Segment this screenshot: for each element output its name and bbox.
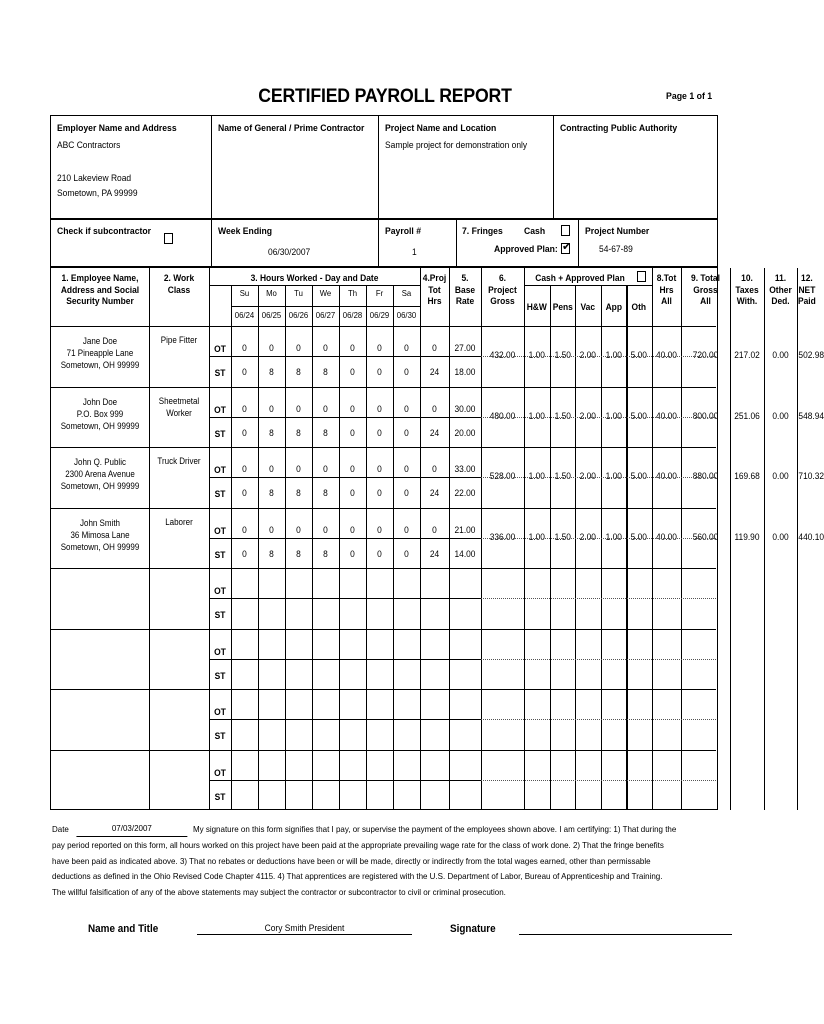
signature-line[interactable] [519, 920, 732, 935]
base-rate-cell: 27.00 [454, 343, 476, 353]
project-value: Sample project for demonstration only [385, 139, 528, 150]
hours-cell: 8 [323, 427, 328, 438]
ot-st-divider-merged [481, 417, 716, 419]
col-header-day-su: Su [239, 288, 250, 298]
ot-st-divider-merged [481, 719, 716, 721]
col-header-hours-worked: 3. Hours Worked - Day and Date [250, 272, 379, 283]
fringes-approved-plan-checkbox[interactable] [561, 240, 572, 254]
col-header-day-tu: Tu [294, 288, 303, 298]
col-header-tot-hrs-all-line: All [661, 295, 672, 306]
proj-tot-hrs-cell: 0 [432, 524, 437, 535]
row-divider [51, 568, 716, 569]
fringe-pens-cell: 1.50 [554, 531, 571, 542]
hours-cell: 0 [269, 524, 274, 535]
fringe-hw-cell: 1.00 [528, 410, 545, 421]
col-header-other-ded-line: Other [769, 283, 792, 295]
row-divider [51, 508, 716, 509]
employee-identity-line: Sometown, OH 99999 [60, 360, 140, 371]
employer-street: 210 Lakeview Road [57, 172, 132, 183]
employee-identity-line: 71 Pineapple Lane [66, 348, 134, 359]
row-divider [51, 447, 716, 448]
week-ending-label: Week Ending [218, 226, 273, 237]
row-divider [51, 387, 716, 388]
col-header-other-ded-line: Ded. [771, 295, 790, 306]
project-cell [379, 116, 553, 218]
taxes-with-cell: 217.02 [734, 350, 760, 361]
hours-cell: 8 [323, 488, 328, 499]
col-header-total-gross-all-line: 9. Total [691, 272, 720, 283]
hours-cell: 0 [377, 524, 382, 535]
date-label: Date [52, 824, 69, 834]
base-rate-cell: 20.00 [454, 427, 476, 438]
hours-cell: 8 [269, 548, 274, 559]
col-header-tot-hrs-all-line: Hrs [659, 283, 674, 295]
ot-st-divider [209, 598, 481, 599]
row-type-st: ST [214, 427, 226, 439]
hours-cell: 8 [296, 367, 301, 378]
employee-identity-line: John Doe [82, 396, 118, 407]
hours-cell: 0 [323, 343, 328, 353]
col-header-base-rate [451, 272, 480, 307]
tot-hrs-all-cell: 40.00 [656, 410, 677, 421]
hours-cell: 0 [350, 343, 355, 353]
hours-cell: 8 [269, 427, 274, 438]
fringe-app-cell: 1.00 [605, 410, 622, 421]
col-header-base-rate-line: 5. [461, 272, 469, 283]
ot-st-divider-merged [481, 356, 716, 358]
fringe-oth-cell: 5.00 [631, 531, 648, 542]
employee-identity [56, 335, 144, 372]
row-type-st: ST [214, 367, 226, 379]
tot-hrs-all-cell: 40.00 [656, 531, 677, 542]
week-ending-value: 06/30/2007 [268, 246, 311, 257]
row-type-ot: OT [214, 464, 226, 475]
base-rate-cell: 30.00 [454, 403, 476, 414]
hours-cell: 0 [350, 488, 355, 499]
col-header-work-class-line: Class [167, 283, 191, 295]
hours-cell: 8 [269, 488, 274, 499]
col-header-work-class-line: 2. Work [163, 272, 195, 283]
fringe-divider [626, 285, 627, 326]
hours-cell: 0 [377, 488, 382, 499]
hours-cell: 0 [242, 524, 247, 535]
hours-cell: 0 [404, 524, 409, 535]
col-header-employee-line: Security Number [66, 295, 134, 306]
base-rate-cell: 18.00 [454, 367, 476, 378]
hours-cell: 8 [296, 548, 301, 559]
hours-cell: 0 [242, 403, 247, 414]
fringes-label: 7. Fringes [462, 226, 503, 237]
other-ded-cell: 0.00 [772, 471, 789, 482]
hours-cell: 0 [404, 403, 409, 414]
other-ded-cell: 0.00 [772, 410, 789, 421]
row-divider [51, 689, 716, 690]
hours-cell: 0 [296, 464, 301, 474]
col-header-project-gross-line: Gross [490, 295, 515, 306]
col-header-project-gross-line: Project [488, 283, 517, 295]
col-header-other-ded-line: 11. [774, 272, 787, 283]
col-header-tot-hrs-all-line: 8.Tot [656, 272, 677, 283]
hours-cell: 0 [350, 427, 355, 438]
employee-identity [56, 456, 144, 493]
fringes-cash-label: Cash [524, 226, 546, 237]
work-class-value: Pipe Fitter [160, 335, 198, 345]
hours-cell: 0 [350, 367, 355, 378]
col-header-taxes-with-line: With. [736, 295, 758, 306]
col-header-employee-line: Address and Social [60, 283, 140, 295]
col-header-fringe-pens: Pens [552, 301, 573, 312]
check-icon: ✔ [562, 240, 572, 253]
row-type-ot: OT [214, 585, 226, 596]
ot-st-divider-merged [481, 477, 716, 479]
project-gross-cell: 528.00 [489, 471, 516, 482]
col-header-date-5: 06/29 [369, 310, 390, 320]
ot-st-divider [209, 659, 481, 660]
ot-st-divider-merged [481, 598, 716, 600]
hours-cell: 0 [242, 367, 247, 378]
hours-cell: 0 [377, 548, 382, 559]
net-paid-cell: 548.94 [798, 410, 824, 421]
name-title-label: Name and Title [88, 923, 159, 935]
proj-tot-hrs-cell: 24 [429, 427, 440, 438]
col-header-net-paid-line: 12. [801, 272, 813, 283]
fringe-hw-cell: 1.00 [528, 350, 545, 361]
employer-city-state-zip: Sometown, PA 99999 [57, 187, 138, 198]
fringe-divider [550, 285, 551, 326]
hours-cell: 0 [242, 464, 247, 474]
employee-identity-line: John Q. Public [74, 457, 126, 467]
fringe-vac-cell: 2.00 [579, 350, 597, 361]
hours-cell: 8 [269, 367, 274, 378]
row-type-ot: OT [214, 343, 226, 354]
col-header-day-we: We [319, 288, 332, 298]
ot-st-divider [209, 780, 481, 781]
signature-row [52, 920, 732, 946]
column-divider [149, 268, 150, 810]
col-header-taxes-with-line: Taxes [735, 283, 759, 295]
work-class-value: Sheetmetal Worker [158, 395, 200, 418]
proj-tot-hrs-cell: 24 [429, 367, 440, 378]
work-class-value: Laborer [165, 516, 193, 527]
hours-cell: 0 [323, 524, 328, 535]
hours-cell: 0 [269, 464, 274, 474]
col-header-employee [56, 272, 144, 307]
page-title: CERTIFIED PAYROLL REPORT [258, 86, 512, 107]
hours-cell: 0 [242, 343, 247, 353]
total-gross-all-cell: 560.00 [692, 531, 719, 542]
employee-identity [56, 396, 144, 433]
col-header-base-rate-line: Base [454, 283, 476, 295]
hours-cell: 0 [296, 403, 301, 414]
ot-st-divider [209, 719, 481, 720]
fringe-pens-cell: 1.50 [554, 471, 571, 482]
fringe-app-cell: 1.00 [605, 531, 622, 542]
col-header-fringe-handw: H&W [526, 301, 547, 312]
hours-cell: 0 [377, 464, 382, 474]
col-header-date-6: 06/30 [396, 310, 417, 320]
ot-st-divider [209, 356, 481, 357]
net-paid-cell: 440.10 [798, 531, 824, 542]
base-rate-cell: 14.00 [454, 548, 476, 559]
hours-cell: 8 [296, 488, 301, 499]
hours-cell: 0 [377, 367, 382, 378]
row-type-st: ST [214, 548, 226, 560]
col-header-day-mo: Mo [266, 288, 277, 298]
col-header-net-paid-line: Paid [797, 295, 816, 306]
col-header-day-sa: Sa [401, 288, 412, 298]
hours-cell: 8 [323, 367, 328, 378]
certification-text: My signature on this form signifies that I pay, or supervise the payment of the employees shown above. I am certifying: 1) That during the pay period reported on this form, all hours worked on this project have been paid at the appropriate prevailing wage rate for the class of work done. 2) That the fringe benefits have been paid as indicated above. 3) That no rebates or deductions have been or will be made, directly or indirectly from the total wages earned, other than permissable deductions as defined in the Ohio Revised Code Chapter 4115. 4) That apprentices are registered with the U.S. Department of Labor, Bureau of Apprenticeship and Training. The willful falsification of any of the above statements may subject the contractor or subcontractor to civil or criminal prosecution. [52, 824, 677, 897]
net-paid-cell: 710.32 [798, 471, 824, 482]
taxes-with-cell: 251.06 [734, 410, 760, 421]
project-gross-cell: 336.00 [489, 531, 516, 542]
employee-identity-line: Jane Doe [82, 336, 118, 346]
net-paid-cell: 502.98 [798, 350, 824, 361]
fringe-hw-cell: 1.00 [528, 471, 545, 482]
row-type-ot: OT [214, 524, 226, 536]
hours-cell: 0 [350, 464, 355, 474]
row-divider [51, 750, 716, 751]
row-type-ot: OT [214, 706, 226, 717]
ot-st-divider-merged [481, 780, 716, 782]
col-header-proj-tot-hrs-line: Tot [428, 283, 441, 295]
col-header-fringe-app: App [605, 301, 622, 312]
fringe-divider [601, 285, 602, 326]
fringe-app-cell: 1.00 [605, 471, 622, 482]
name-title-value: Cory Smith President [264, 922, 345, 933]
fringe-oth-cell: 5.00 [631, 410, 648, 421]
project-gross-cell: 432.00 [489, 350, 516, 361]
project-number-value: 54-67-89 [599, 243, 633, 254]
proj-tot-hrs-cell: 0 [432, 343, 437, 353]
row-type-ot: OT [214, 403, 226, 415]
hours-cell: 0 [404, 427, 409, 438]
base-rate-cell: 21.00 [454, 524, 476, 535]
ot-st-divider-merged [481, 538, 716, 540]
fringe-group-underline [524, 285, 652, 286]
employee-identity-line: Sometown, OH 99999 [60, 481, 140, 492]
row-divider [51, 629, 716, 630]
employee-identity-line: Sometown, OH 99999 [60, 420, 140, 431]
ot-st-divider [209, 477, 481, 478]
fringe-oth-cell: 5.00 [631, 471, 648, 482]
fringe-vac-cell: 2.00 [579, 531, 597, 542]
header-bottom-rule [51, 326, 716, 327]
employee-identity-line: P.O. Box 999 [76, 408, 124, 419]
prime-contractor-label: Name of General / Prime Contractor [218, 123, 365, 134]
base-rate-cell: 22.00 [454, 488, 476, 499]
payroll-number-label: Payroll # [385, 226, 421, 237]
hours-cell: 0 [296, 343, 301, 353]
col-header-work-class [152, 272, 206, 295]
certification-paragraph [52, 822, 678, 900]
fringe-app-cell: 1.00 [605, 350, 622, 361]
col-header-taxes-with [732, 272, 763, 307]
tot-hrs-all-cell: 40.00 [656, 471, 677, 482]
col-header-base-rate-line: Rate [455, 295, 475, 306]
col-header-day-fr: Fr [375, 288, 384, 298]
col-header-net-paid-line: NET [798, 283, 816, 295]
hours-cell: 0 [350, 548, 355, 559]
col-header-net-paid [798, 272, 816, 307]
date-value: 07/03/2007 [76, 821, 187, 837]
row-type-st: ST [214, 669, 226, 681]
hours-cell: 0 [404, 464, 409, 474]
prime-contractor-cell [212, 116, 378, 218]
proj-tot-hrs-cell: 24 [429, 488, 440, 499]
row-type-st: ST [214, 730, 226, 742]
hours-cell: 0 [269, 403, 274, 414]
total-gross-all-cell: 800.00 [692, 410, 719, 421]
col-header-employee-line: 1. Employee Name, [61, 272, 139, 283]
other-ded-cell: 0.00 [772, 531, 789, 542]
ot-st-divider [209, 417, 481, 418]
fringe-hw-cell: 1.00 [528, 531, 545, 542]
taxes-with-cell: 169.68 [734, 471, 760, 482]
hours-cell: 0 [404, 548, 409, 559]
fringe-pens-cell: 1.50 [554, 350, 571, 361]
fringes-cash-checkbox[interactable] [561, 225, 570, 236]
hours-cell: 0 [269, 343, 274, 353]
fringe-pens-cell: 1.50 [554, 410, 571, 421]
hours-cell: 0 [377, 403, 382, 414]
hours-cell: 0 [296, 524, 301, 535]
employee-identity-line: John Smith [80, 517, 120, 528]
payroll-number-value: 1 [412, 246, 417, 257]
hours-cell: 8 [296, 427, 301, 438]
proj-tot-hrs-cell: 24 [429, 548, 440, 559]
col-header-date-3: 06/27 [315, 310, 336, 320]
employee-identity-line: 2300 Arena Avenue [65, 469, 135, 480]
tot-hrs-all-cell: 40.00 [656, 350, 677, 361]
fringe-vac-cell: 2.00 [579, 410, 597, 421]
col-header-date-4: 06/28 [342, 310, 363, 320]
employee-identity-line: 36 Mimosa Lane [70, 529, 130, 540]
header-info-block [50, 115, 718, 219]
hours-cell: 8 [323, 548, 328, 559]
fringe-oth-cell: 5.00 [631, 350, 648, 361]
hours-cell: 0 [404, 488, 409, 499]
employee-identity [56, 517, 144, 554]
other-ded-cell: 0.00 [772, 350, 789, 361]
col-header-date-2: 06/26 [288, 310, 309, 320]
fringes-cell [457, 220, 578, 266]
col-header-total-gross-all-line: All [700, 295, 711, 306]
fringe-vac-cell: 2.00 [579, 471, 597, 482]
hours-cell: 0 [404, 343, 409, 353]
col-header-project-gross [483, 272, 522, 307]
employer-label: Employer Name and Address [57, 123, 177, 134]
hours-cell: 0 [323, 403, 328, 414]
col-header-proj-tot-hrs-line: 4.Proj [422, 272, 447, 283]
col-header-cash-plus-approved-plan: Cash + Approved Plan [535, 272, 625, 283]
hours-cell: 0 [323, 464, 328, 474]
col-header-fringe-vac: Vac [580, 301, 596, 312]
col-header-tot-hrs-all [653, 272, 679, 307]
hours-cell: 0 [242, 427, 247, 438]
fringes-approved-plan-label: Approved Plan: [494, 244, 558, 255]
ot-st-divider [209, 538, 481, 539]
employer-cell [51, 116, 211, 218]
base-rate-cell: 33.00 [454, 464, 476, 474]
subcontractor-checkbox[interactable] [164, 233, 173, 244]
hours-worked-underline [209, 285, 420, 286]
row-type-ot: OT [214, 645, 226, 657]
subcontractor-label: Check if subcontractor [57, 226, 152, 237]
total-gross-all-cell: 880.00 [692, 471, 719, 482]
hours-cell: 0 [350, 524, 355, 535]
hours-cell: 0 [377, 343, 382, 353]
taxes-with-cell: 119.90 [734, 531, 760, 542]
week-info-block [50, 219, 718, 267]
row-type-ot: OT [214, 766, 226, 778]
signature-label: Signature [450, 923, 496, 935]
proj-tot-hrs-cell: 0 [432, 403, 437, 414]
row-type-st: ST [214, 609, 226, 621]
col-header-day-th: Th [347, 288, 358, 298]
col-header-proj-tot-hrs [421, 272, 447, 307]
subcontractor-cell [51, 220, 211, 266]
employer-name: ABC Contractors [57, 139, 121, 150]
col-header-taxes-with-line: 10. [741, 272, 753, 283]
project-number-label: Project Number [585, 226, 650, 237]
col-header-total-gross-all-line: Gross [693, 283, 718, 295]
row-type-st: ST [214, 488, 226, 500]
col-header-project-gross-line: 6. [498, 272, 507, 283]
hours-cell: 0 [242, 488, 247, 499]
work-class-value: Truck Driver [157, 456, 201, 466]
week-ending-cell [212, 220, 378, 266]
cash-plus-approved-plan-checkbox[interactable] [637, 271, 646, 282]
ot-st-divider-merged [481, 659, 716, 661]
day-date-divider [231, 306, 420, 307]
day-divider [231, 285, 232, 326]
hours-cell: 0 [377, 427, 382, 438]
fringe-divider [575, 285, 576, 326]
row-type-st: ST [214, 790, 226, 802]
proj-tot-hrs-cell: 0 [432, 464, 437, 474]
payroll-number-cell [379, 220, 456, 266]
col-header-date-0: 06/24 [234, 310, 255, 320]
authority-cell [554, 116, 717, 218]
title-row [50, 86, 720, 116]
col-header-fringe-oth: Oth [631, 301, 647, 312]
authority-label: Contracting Public Authority [560, 123, 678, 134]
col-header-proj-tot-hrs-line: Hrs [427, 295, 442, 306]
payroll-table [50, 267, 824, 810]
col-header-other-ded [766, 272, 796, 307]
employee-identity-line: Sometown, OH 99999 [60, 541, 140, 552]
total-gross-all-cell: 720.00 [692, 350, 719, 361]
hours-cell: 0 [350, 403, 355, 414]
project-gross-cell: 480.00 [489, 410, 516, 421]
project-label: Project Name and Location [385, 123, 497, 134]
page-number: Page 1 of 1 [665, 91, 712, 102]
project-number-cell [579, 220, 717, 266]
hours-cell: 0 [404, 367, 409, 378]
hours-cell: 0 [242, 548, 247, 559]
col-header-total-gross-all [683, 272, 727, 307]
col-header-date-1: 06/25 [261, 310, 282, 320]
